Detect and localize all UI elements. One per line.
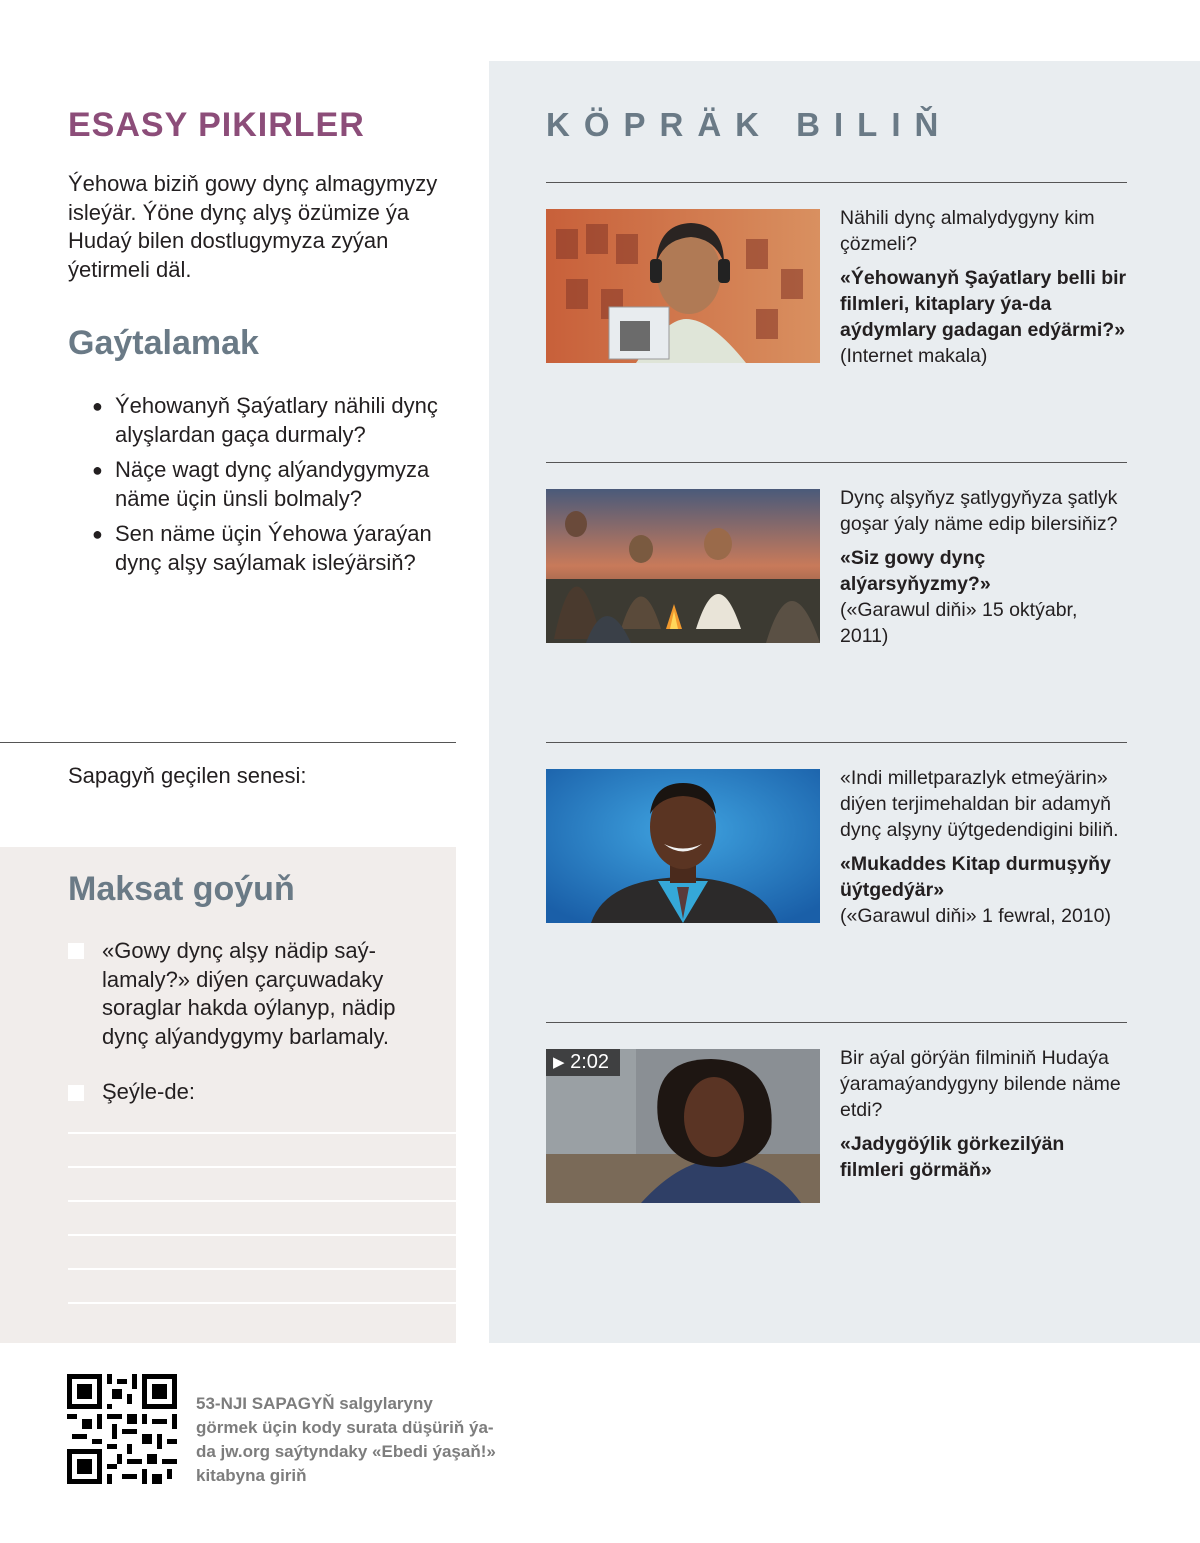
- review-question-text: Näçe wagt dynç alýandygymyza näme üçin ünsli bolmaly?: [115, 457, 430, 511]
- review-question-text: Ýehowanyň Şaýatlary nähili dynç alyşlardan gaça durmaly?: [115, 393, 438, 447]
- divider: [546, 1022, 1127, 1023]
- bullet-icon: ●: [92, 396, 103, 416]
- writing-line[interactable]: [68, 1132, 456, 1134]
- campfire-painting-thumbnail[interactable]: [546, 489, 820, 643]
- review-question: [92, 456, 462, 513]
- review-question-list: [92, 392, 462, 584]
- divider: [0, 742, 456, 743]
- learn-more-item: [840, 1045, 1130, 1183]
- writing-line[interactable]: [68, 1166, 456, 1168]
- review-question: [92, 520, 462, 577]
- bullet-icon: ●: [92, 460, 103, 480]
- qr-code[interactable]: [67, 1374, 177, 1484]
- learn-more-title: KÖPRÄK BILIŇ: [546, 106, 953, 143]
- item-question: Dynç alşyňyz şatlygyňyza şatlyk goşar ýaly näme edip bilersiňiz?: [840, 487, 1118, 535]
- review-question-text: Sen näme üçin Ýehowa ýaraýan dynç alşy saýlamak isleýärsiň?: [115, 521, 432, 575]
- learn-more-item: [840, 765, 1130, 929]
- writing-line[interactable]: [68, 1302, 456, 1304]
- item-question: Nähili dynç almalydygyny kim çözmeli?: [840, 207, 1095, 255]
- goal-item-text: «Gowy dynç alşy nädip saýlamaly?» diýen çarçuwadaky soraglar hakda oýlanyp, nädip dynç alýandygymy barlamaly.: [102, 938, 396, 1049]
- item-source: («Garawul diňi» 1 fewral, 2010): [840, 905, 1111, 927]
- footer-text: 53-NJI SAPAGYŇ salgylaryny görmek üçin kody surata düşüriň ýa-da jw.org saýtyndaky «Ebedi ýaşaň!» kitabyna giriň: [196, 1394, 496, 1485]
- learn-more-item: [840, 205, 1130, 369]
- review-title: Gaýtalamak: [68, 324, 259, 362]
- writing-line[interactable]: [68, 1200, 456, 1202]
- goal-item-text: Şeýle-de:: [102, 1079, 195, 1104]
- video-duration-badge: [546, 1049, 620, 1076]
- play-icon: ▶: [553, 1054, 565, 1071]
- goal-title: Maksat goýuň: [68, 870, 295, 908]
- portrait-photo-thumbnail[interactable]: [546, 769, 820, 923]
- item-title-link[interactable]: «Siz gowy dynç alýarsyňyzmy?»: [840, 547, 991, 595]
- item-title-link[interactable]: «Jadygöýlik görkezilýän filmleri görmäň»: [840, 1133, 1065, 1181]
- divider: [546, 182, 1127, 183]
- item-source: («Garawul diňi» 15 oktýabr, 2011): [840, 599, 1078, 647]
- learn-more-item: [840, 485, 1130, 649]
- divider: [546, 462, 1127, 463]
- goal-checkbox[interactable]: [68, 943, 84, 959]
- item-question: Bir aýal görýän filminiň Hudaýa ýaramaýandygyny bilende näme etdi?: [840, 1047, 1121, 1121]
- lesson-date-label: Sapagyň geçilen senesi:: [68, 763, 307, 788]
- review-question: [92, 392, 462, 449]
- key-thoughts-title: ESASY PIKIRLER: [68, 106, 365, 144]
- key-thoughts-text: Ýehowa biziň gowy dynç almagymyzy isleýär. Ýöne dynç alyş özümize ýa Hudaý bilen dostlugymyza zyýan ýetirmeli däl.: [68, 171, 438, 282]
- writing-line[interactable]: [68, 1234, 456, 1236]
- headphones-photo-thumbnail[interactable]: [546, 209, 820, 363]
- item-question: «Indi milletparazlyk etmeýärin» diýen terjimehaldan bir adamyň dynç alşyny üýtgedendigini biliň.: [840, 767, 1119, 841]
- video-duration: 2:02: [570, 1051, 610, 1073]
- item-title-link[interactable]: «Mukaddes Kitap durmuşyňy üýtgedýär»: [840, 853, 1111, 901]
- item-title-link[interactable]: «Ýehowanyň Şaýatlary belli bir filmleri, kitaplary ýa-da aýdymlary gadagan edýärmi?»: [840, 267, 1127, 341]
- item-source: (Internet makala): [840, 345, 988, 367]
- goal-checkbox[interactable]: [68, 1085, 84, 1101]
- writing-line[interactable]: [68, 1268, 456, 1270]
- divider: [546, 742, 1127, 743]
- bullet-icon: ●: [92, 524, 103, 544]
